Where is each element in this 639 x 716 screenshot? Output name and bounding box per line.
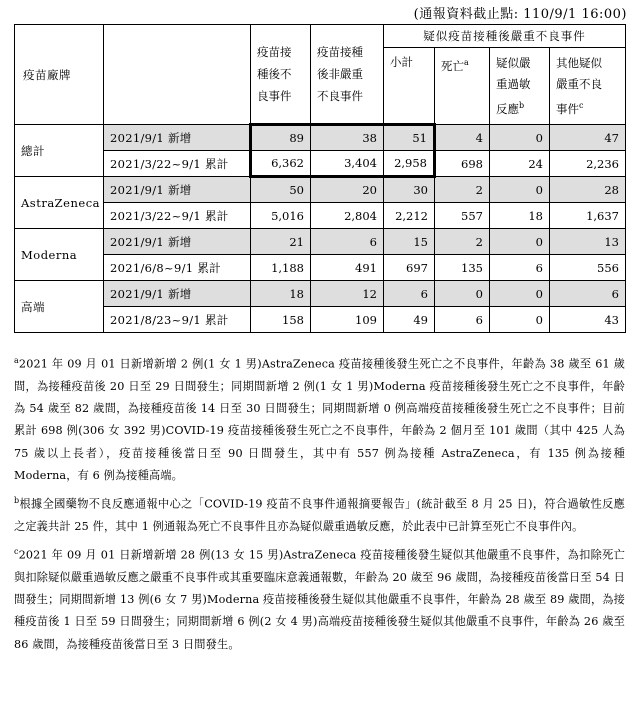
adverse-cell: 89 [251, 125, 311, 151]
allergy-cell: 18 [490, 203, 550, 229]
brand-cell: 總計 [15, 125, 104, 177]
brand-cell: 高端 [15, 281, 104, 333]
period-cell: 2021/3/22~9/1 累計 [104, 203, 251, 229]
death-cell: 557 [435, 203, 490, 229]
period-cell: 2021/3/22~9/1 累計 [104, 151, 251, 177]
data-cutoff-stamp: (通報資料截止點: 110/9/1 16:00) [413, 7, 627, 22]
period-cell: 2021/9/1 新增 [104, 177, 251, 203]
adverse-cell: 21 [251, 229, 311, 255]
allergy-cell: 0 [490, 281, 550, 307]
header-severe-allergy: 疑似嚴 重過敏 反應$^b$ [490, 48, 550, 125]
period-cell: 2021/9/1 新增 [104, 281, 251, 307]
header-adverse-events: 疫苗接 種後不 良事件 [251, 25, 311, 125]
non-serious-cell: 109 [311, 307, 384, 333]
period-cell: 2021/6/8~9/1 累計 [104, 255, 251, 281]
other-cell: 6 [550, 281, 626, 307]
subtotal-cell: 15 [384, 229, 435, 255]
non-serious-cell: 3,404 [311, 151, 384, 177]
death-cell: 698 [435, 151, 490, 177]
header-non-serious-events: 疫苗接種 後非嚴重 不良事件 [311, 25, 384, 125]
footnotes [14, 350, 625, 659]
subtotal-cell: 49 [384, 307, 435, 333]
subtotal-cell: 2,958 [384, 151, 435, 177]
footnote-text: 根據全國藥物不良反應通報中心之「COVID-19 疫苗不良事件通報摘要報告」(統計截至 8 月 25 日)，符合過敏性反應之定義共計 25 件，其中 1 例通報為死亡不良事件且亦為疑似嚴重過敏反應，於此表中已計算至死亡不良事件內。 [14, 497, 625, 533]
non-serious-cell: 12 [311, 281, 384, 307]
table-row [15, 281, 626, 307]
adverse-cell: 50 [251, 177, 311, 203]
adverse-cell: 1,188 [251, 255, 311, 281]
adverse-cell: 5,016 [251, 203, 311, 229]
death-cell: 2 [435, 229, 490, 255]
header-period-blank [104, 25, 251, 125]
brand-cell: AstraZeneca [15, 177, 104, 229]
table-row [15, 177, 626, 203]
other-cell: 13 [550, 229, 626, 255]
non-serious-cell: 20 [311, 177, 384, 203]
death-cell: 0 [435, 281, 490, 307]
brand-cell: Moderna [15, 229, 104, 281]
table-row [15, 307, 626, 333]
adverse-cell: 158 [251, 307, 311, 333]
footnote-marker: c [14, 547, 19, 557]
allergy-cell: 24 [490, 151, 550, 177]
footnote-b [14, 490, 625, 538]
table-row [15, 255, 626, 281]
subtotal-cell: 2,212 [384, 203, 435, 229]
header-other-serious: 其他疑似 嚴重不良 事件$^c$ [550, 48, 626, 125]
footnote-c [14, 541, 625, 656]
non-serious-cell: 2,804 [311, 203, 384, 229]
other-cell: 28 [550, 177, 626, 203]
subtotal-cell: 51 [384, 125, 435, 151]
adverse-cell: 6,362 [251, 151, 311, 177]
footnote-marker: a [14, 356, 19, 365]
header-death: 死亡$^a$ [435, 48, 490, 125]
other-cell: 47 [550, 125, 626, 151]
footnote-a [14, 350, 625, 487]
other-cell: 1,637 [550, 203, 626, 229]
adverse-cell: 18 [251, 281, 311, 307]
non-serious-cell: 38 [311, 125, 384, 151]
allergy-cell: 6 [490, 255, 550, 281]
death-cell: 4 [435, 125, 490, 151]
table-row [15, 203, 626, 229]
other-cell: 556 [550, 255, 626, 281]
footnote-marker: b [14, 495, 20, 505]
subtotal-cell: 6 [384, 281, 435, 307]
header-subtotal: 小計 [384, 48, 435, 125]
period-cell: 2021/9/1 新增 [104, 229, 251, 255]
period-cell: 2021/9/1 新增 [104, 125, 251, 151]
subtotal-cell: 697 [384, 255, 435, 281]
other-cell: 43 [550, 307, 626, 333]
allergy-cell: 0 [490, 307, 550, 333]
death-cell: 135 [435, 255, 490, 281]
allergy-cell: 0 [490, 229, 550, 255]
footnote-text: 2021 年 09 月 01 日新增新增 2 例(1 女 1 男)AstraZeneca 疫苗接種後發生死亡之不良事件，年齡為 38 歲至 61 歲間，為接種疫苗後 20 日至 29 日間發生；同期間新增 2 例(1 女 1 男)Moderna 疫苗接種後發生死亡之不良事件，年齡為 54 歲至 82 歲間，為接種疫苗後 14 日至 30 日間發生；同期間新增 0 例高端疫苗接種後發生死亡之不良事件；目前累計 698 例(306 女 392 男)COVID-19 疫苗接種後發生死亡之不良事件，年齡為 2 個月至 101 歲間（其中 425 人為 75 歲以上長者），疫苗接種後當日至 90 日間發生，其中有 557 例為接種 AstraZeneca，有 135 例為接種 Moderna，有 6 例為接種高端。 [14, 357, 625, 482]
period-cell: 2021/8/23~9/1 累計 [104, 307, 251, 333]
non-serious-cell: 491 [311, 255, 384, 281]
allergy-cell: 0 [490, 177, 550, 203]
death-cell: 6 [435, 307, 490, 333]
other-cell: 2,236 [550, 151, 626, 177]
subtotal-cell: 30 [384, 177, 435, 203]
table-row [15, 125, 626, 151]
table-row [15, 229, 626, 255]
adverse-events-table [14, 24, 626, 333]
header-serious-events-group: 疑似疫苗接種後嚴重不良事件 [384, 25, 626, 48]
footnote-text: 2021 年 09 月 01 日新增新增 28 例(13 女 15 男)AstraZeneca 疫苗接種後發生疑似其他嚴重不良事件，為扣除死亡與扣除疑似嚴重過敏反應之嚴重不良事件或其重要臨床意義通報數，年齡為 20 歲至 96 歲間，為接種疫苗後當日至 54 日間發生；同期間新增 13 例(6 女 7 男)Moderna 疫苗接種後發生疑似其他嚴重不良事件，年齡為 28 歲至 89 歲間，為接種疫苗後 1 日至 59 日間發生；同期間新增 6 例(2 女 4 男)高端疫苗接種後發生疑似其他嚴重不良事件，年齡為 26 歲至 86 歲間，為接種疫苗後當日至 3 日間發生。 [14, 548, 625, 651]
death-cell: 2 [435, 177, 490, 203]
allergy-cell: 0 [490, 125, 550, 151]
non-serious-cell: 6 [311, 229, 384, 255]
table-row [15, 151, 626, 177]
header-vaccine-maker: 疫苗廠牌 [15, 25, 104, 125]
